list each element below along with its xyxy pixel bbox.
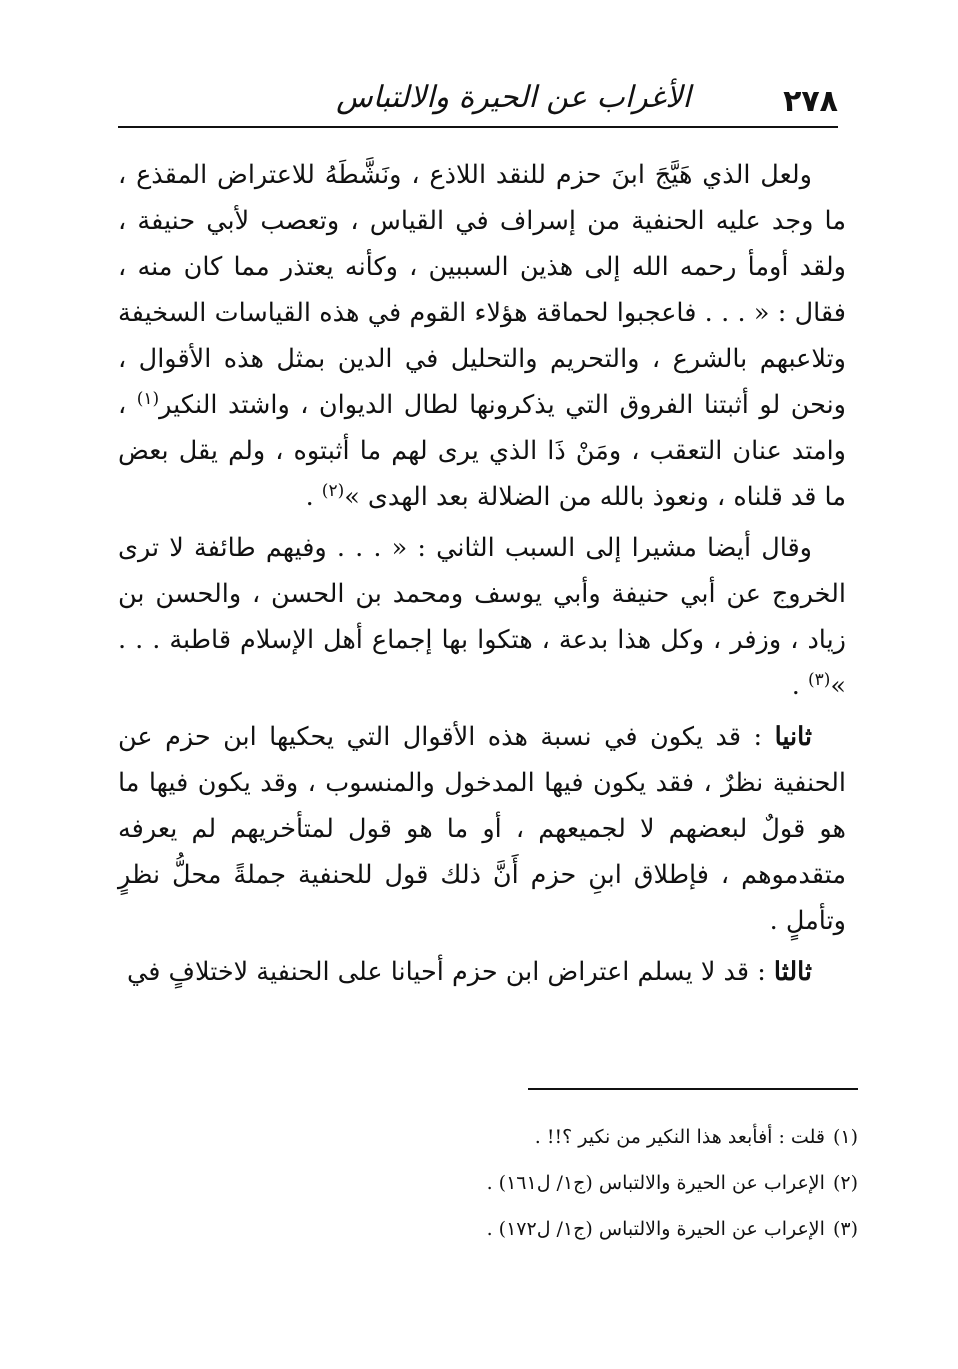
paragraph-3-text: : قد يكون في نسبة هذه الأقوال التي يحكيها ابن حزم عن الحنفية نظرٌ ، فقد يكون فيها المدخول والمنسوب ، وقد يكون فيها ما هو قولٌ لبعضهم لا لجميعهم ، أو ما هو قول لمتأخريهم لم يعرفه متقدموهم ، فإطلاق ابنِ حزم أَنَّ ذلك قول للحنفية جملةً محلُّ نظرٍ وتأملٍ . — [118, 722, 846, 936]
paragraph-4-lead: ثالثا — [773, 957, 812, 987]
footnote-mark-3: (٣) — [807, 670, 831, 690]
page-header — [118, 70, 838, 128]
paragraph-1-text: ولعل الذي هَيَّجَ ابنَ حزم للنقد اللاذع ، ونَشَّطَهُ للاعتراض المقذع ، ما وجد عليه الحنفية من إسراف في القياس ، وتعصب لأبي حنيفة ، ولقد أومأ رحمه الله إلى هذين السببين ، وكأنه يعتذر مما كان منه ، فقال : « . . . فاعجبوا لحماقة هؤلاء القوم في هذه القياسات السخيفة وتلاعبهم بالشرع ، والتحريم والتحليل في الدين بمثل هذه الأقوال ، ونحن لو أثبتنا الفروق التي يذكرونها لطال الديوان ، واشتد النكير — [118, 160, 847, 420]
paragraph-2 — [118, 525, 846, 709]
paragraph-1-text-2: ، وامتد عنان التعقب ، ومَنْ ذَا الذي يرى لهم ما أثبتوه ، ولم يقل بعض ما قد قلناه ، ونعوذ بالله من الضلالة بعد الهدى » — [118, 390, 846, 512]
paragraph-1 — [118, 152, 846, 520]
footnote-2 — [118, 1160, 858, 1206]
paragraph-2-text-2: . — [791, 671, 808, 701]
main-text — [118, 152, 846, 1000]
footnote-mark-2: (٢) — [321, 481, 345, 501]
paragraph-4-text: : قد لا يسلم اعتراض ابن حزم أحيانا على الحنفية لاختلافٍ في — [127, 957, 774, 987]
footnote-number: (٣) — [832, 1218, 858, 1240]
footnote-text: الإعراب عن الحيرة والالتباس (ج١/ ل١٦١) . — [486, 1172, 825, 1194]
paragraph-3 — [118, 714, 846, 944]
footnote-text: الإعراب عن الحيرة والالتباس (ج١/ ل١٧٢) . — [486, 1218, 825, 1240]
footnotes — [118, 1114, 858, 1252]
footnote-mark-1: (١) — [136, 389, 160, 409]
footnote-number: (١) — [832, 1126, 858, 1148]
footnote-1 — [118, 1114, 858, 1160]
footnote-3 — [118, 1206, 858, 1252]
footnote-text: قلت : أفأبعد هذا النكير من نكير ؟!! . — [534, 1126, 825, 1148]
paragraph-4 — [118, 949, 846, 995]
paragraph-1-text-3: . — [305, 482, 322, 512]
footnote-number: (٢) — [832, 1172, 858, 1194]
paragraph-2-text: وقال أيضا مشيرا إلى السبب الثاني : « . . . وفيهم طائفة لا ترى الخروج عن أبي حنيفة وأبي يوسف ومحمد بن الحسن ، والحسن بن زياد ، وزفر ، وكل هذا بدعة ، هتكوا بها إجماع أهل الإسلام قاطبة . . . » — [118, 533, 846, 701]
running-title: الأغراب عن الحيرة والالتباس — [336, 80, 691, 115]
paragraph-3-lead: ثانيا — [774, 722, 812, 752]
footnote-separator — [528, 1088, 858, 1090]
page-number: ٢٧٨ — [783, 84, 838, 119]
